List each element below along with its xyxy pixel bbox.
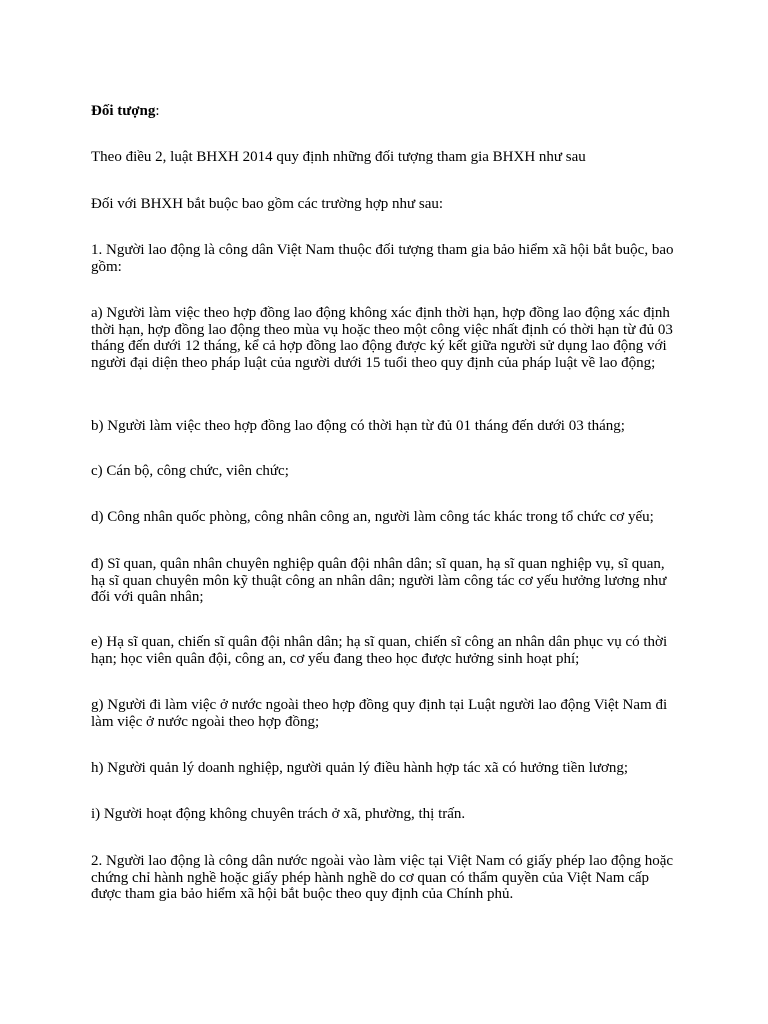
paragraph-item-g: g) Người đi làm việc ở nước ngoài theo hợp đồng quy định tại Luật người lao động Việt Nam đi làm việc ở nước ngoài theo hợp đồng;	[91, 697, 668, 730]
paragraph-item-c: c) Cán bộ, công chức, viên chức;	[91, 463, 289, 479]
paragraph-item-d: d) Công nhân quốc phòng, công nhân công an, người làm công tác khác trong tổ chức cơ yếu;	[91, 509, 654, 525]
paragraph-mandatory-intro: Đối với BHXH bắt buộc bao gồm các trường hợp như sau:	[91, 196, 444, 212]
paragraph-item-1: 1. Người lao động là công dân Việt Nam thuộc đối tượng tham gia bảo hiểm xã hội bắt buộc, bao gồm:	[91, 242, 674, 275]
paragraph-item-dd: đ) Sĩ quan, quân nhân chuyên nghiệp quân đội nhân dân; sĩ quan, hạ sĩ quan nghiệp vụ, sĩ quan, hạ sĩ quan chuyên môn kỹ thuật công an nhân dân; người làm công tác cơ yếu hưởng lương như đối với quân nhân;	[91, 556, 667, 605]
paragraph-item-b: b) Người làm việc theo hợp đồng lao động có thời hạn từ đủ 01 tháng đến dưới 03 tháng;	[91, 418, 625, 434]
paragraph-item-e: e) Hạ sĩ quan, chiến sĩ quân đội nhân dân; hạ sĩ quan, chiến sĩ công an nhân dân phục vụ có thời hạn; học viên quân đội, công an, cơ yếu đang theo học được hưởng sinh hoạt phí;	[91, 634, 668, 667]
heading-text: Đối tượng	[91, 103, 156, 119]
section-heading	[91, 103, 681, 120]
heading-colon: :	[155, 103, 160, 119]
paragraph-item-h: h) Người quản lý doanh nghiệp, người quản lý điều hành hợp tác xã có hưởng tiền lương;	[91, 760, 629, 776]
paragraph-item-2: 2. Người lao động là công dân nước ngoài vào làm việc tại Việt Nam có giấy phép lao động hoặc chứng chỉ hành nghề hoặc giấy phép hành nghề do cơ quan có thẩm quyền của Việt Nam cấp được tham gia bảo hiểm xã hội bắt buộc theo quy định của Chính phủ.	[91, 853, 674, 902]
paragraph-item-a: a) Người làm việc theo hợp đồng lao động không xác định thời hạn, hợp đồng lao động xác định thời hạn, hợp đồng lao động theo mùa vụ hoặc theo một công việc nhất định có thời hạn từ đủ 03 tháng đến dưới 12 tháng, kể cả hợp đồng lao động được ký kết giữa người sử dụng lao động với người đại diện theo pháp luật của người dưới 15 tuổi theo quy định của pháp luật về lao động;	[91, 305, 673, 371]
paragraph-intro-law: Theo điều 2, luật BHXH 2014 quy định những đối tượng tham gia BHXH như sau	[91, 149, 586, 165]
paragraph-item-i: i) Người hoạt động không chuyên trách ở xã, phường, thị trấn.	[91, 806, 466, 822]
